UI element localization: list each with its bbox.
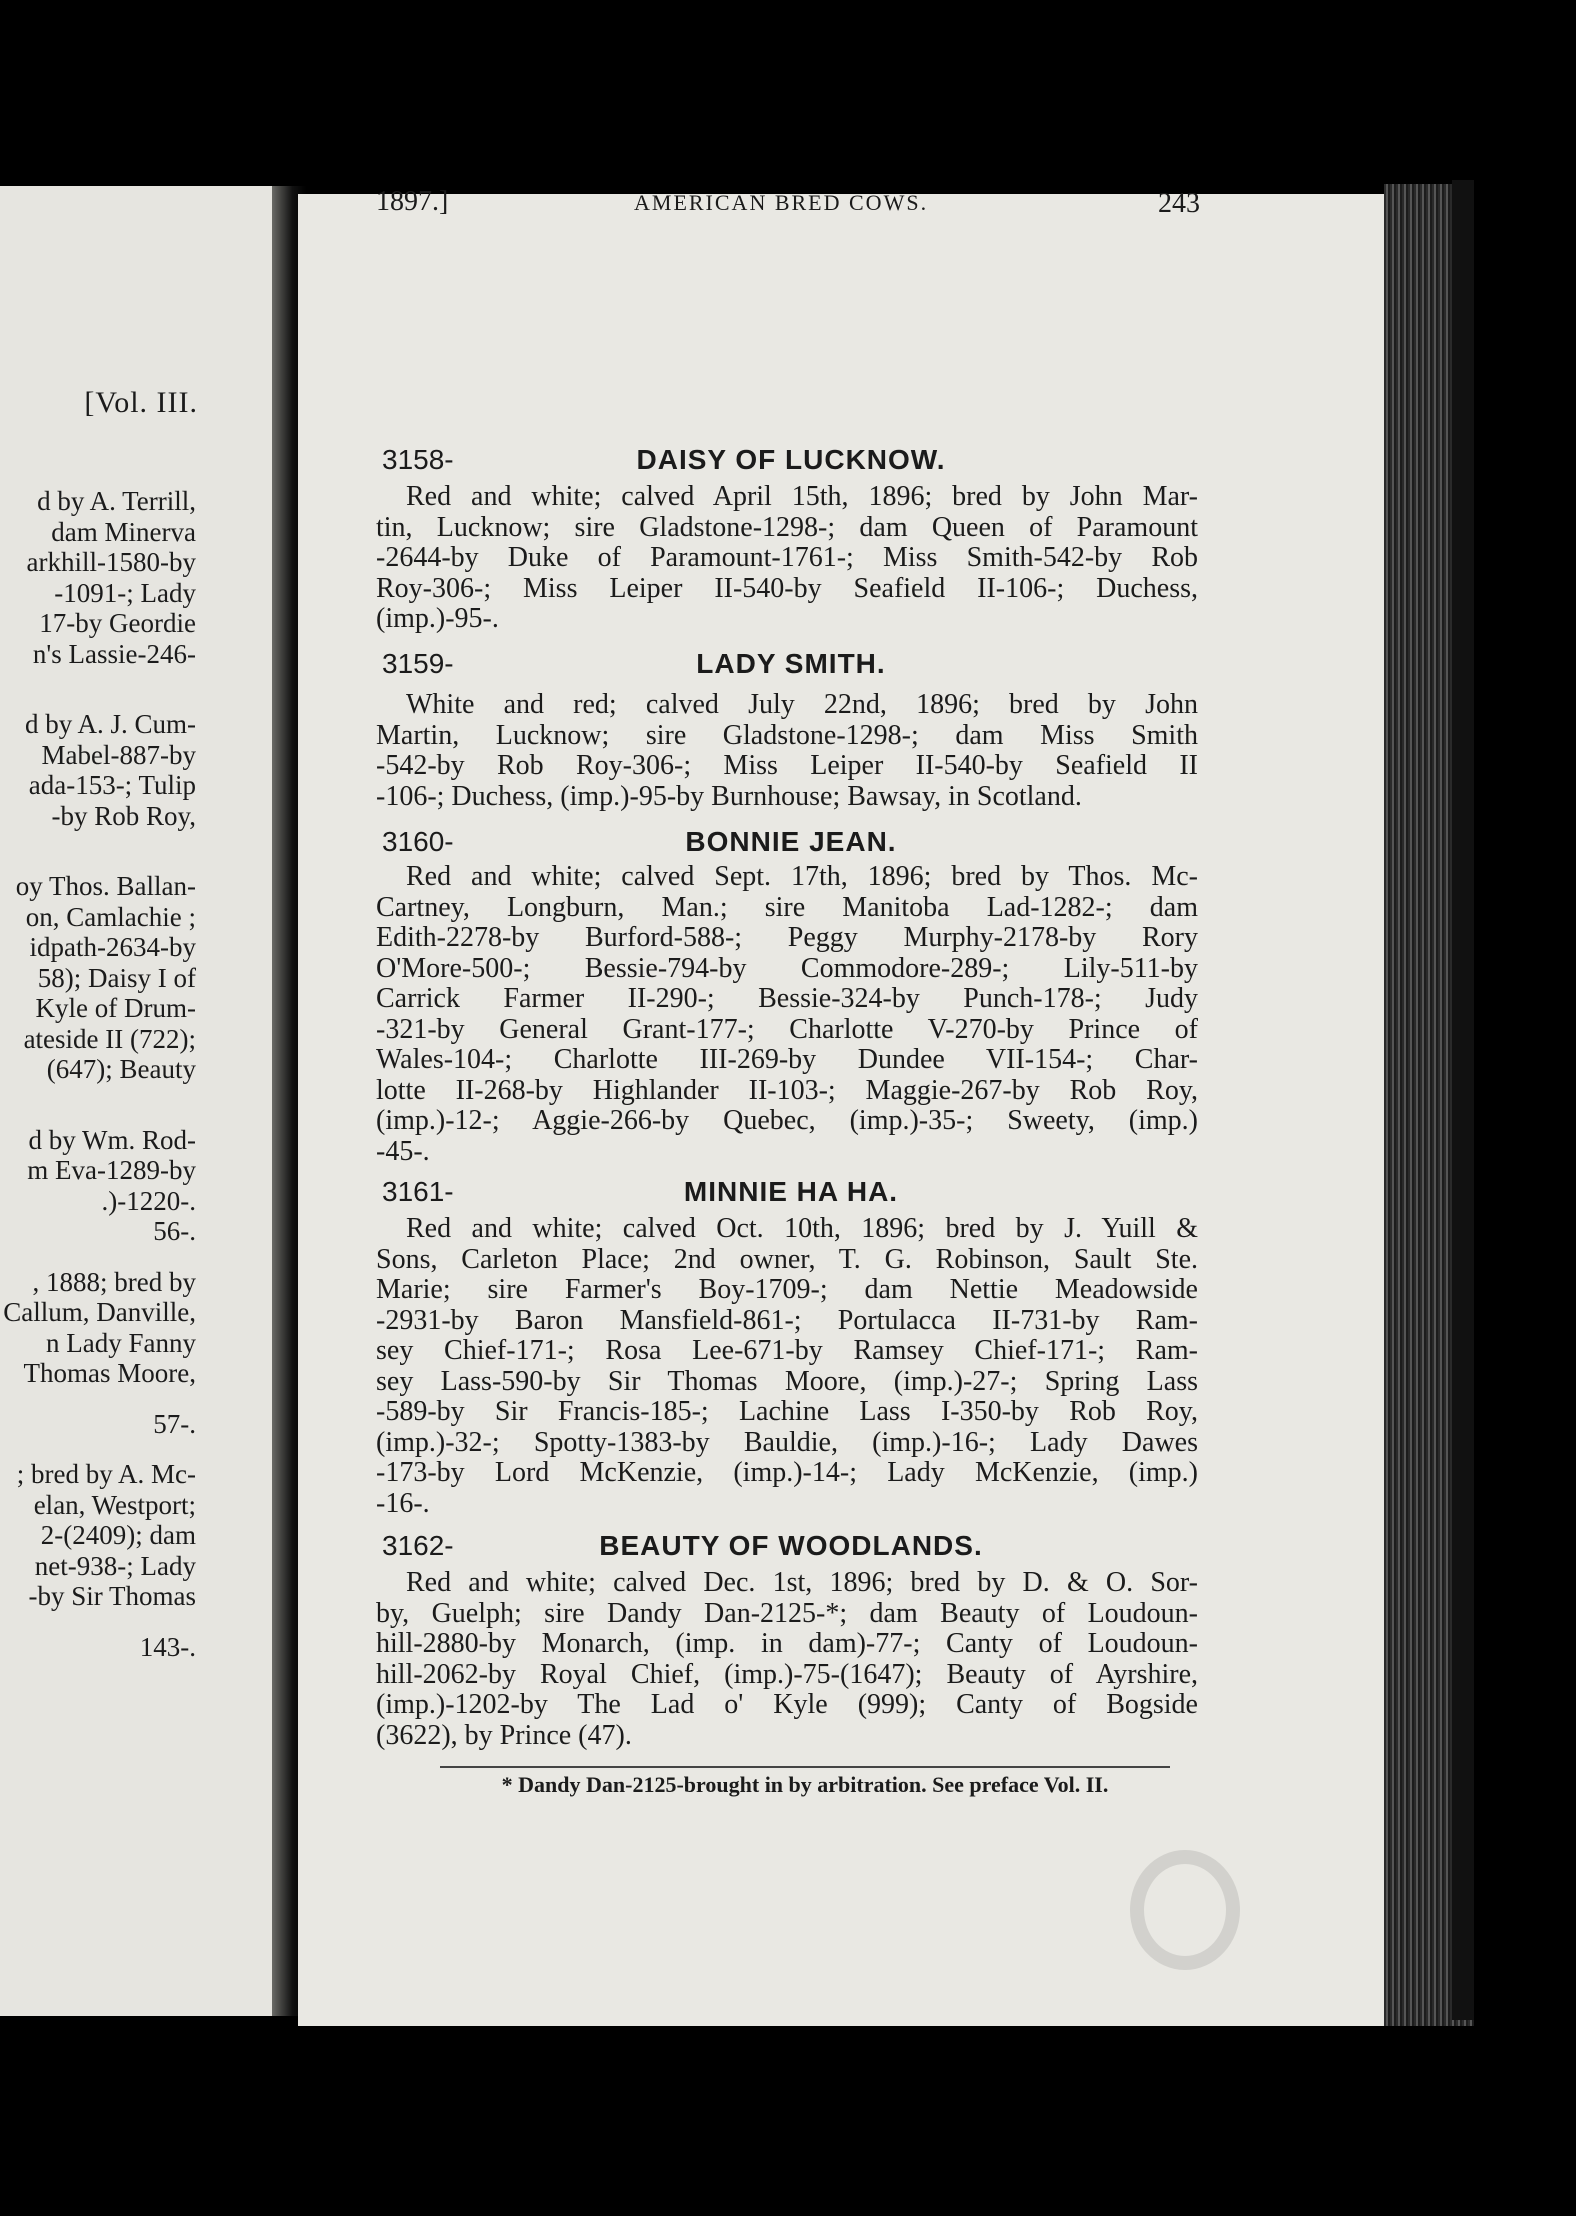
entry-line: -2931-by Baron Mansfield-861-; Portulacca II-731-by Ram- bbox=[376, 1304, 1198, 1336]
entry-line: -106-; Duchess, (imp.)-95-by Burnhouse; Bawsay, in Scotland. bbox=[376, 780, 1082, 812]
left-page-line: Thomas Moore, bbox=[23, 1358, 196, 1388]
left-page-line: 58); Daisy I of bbox=[37, 962, 196, 993]
page-edge-shadow bbox=[1452, 180, 1474, 2020]
entry-line: -45-. bbox=[376, 1135, 430, 1167]
footnote-rule bbox=[440, 1766, 1170, 1768]
entry-line: -589-by Sir Francis-185-; Lachine Lass I-350-by Rob Roy, bbox=[376, 1396, 1198, 1427]
entry-line: (imp.)-12-; Aggie-266-by Quebec, (imp.)-35-; Sweety, (imp.) bbox=[376, 1105, 1198, 1136]
entry-line: Marie; sire Farmer's Boy-1709-; dam Nettie Meadowside bbox=[376, 1274, 1198, 1305]
left-page-line: ada-153-; Tulip bbox=[28, 770, 196, 800]
entry-line: -16-. bbox=[376, 1487, 430, 1519]
entry-line: Red and white; calved April 15th, 1896; bred by John Mar- bbox=[406, 481, 1198, 512]
left-page-line: on, Camlachie ; bbox=[25, 901, 196, 932]
entry-line: Martin, Lucknow; sire Gladstone-1298-; dam Miss Smith bbox=[376, 719, 1198, 751]
left-page-line: n's Lassie-246- bbox=[32, 638, 196, 669]
entry-name: BEAUTY OF WOODLANDS. bbox=[599, 1530, 983, 1561]
entry-line: Red and white; calved Sept. 17th, 1896; bred by Thos. Mc- bbox=[406, 861, 1198, 892]
entry-heading bbox=[376, 1176, 1206, 1216]
left-page-line: -1091-; Lady bbox=[54, 577, 196, 608]
left-page-line: (647); Beauty bbox=[46, 1054, 196, 1084]
entry-line: (imp.)-1202-by The Lad o' Kyle (999); Canty of Bogside bbox=[376, 1689, 1198, 1720]
left-page-line: n Lady Fanny bbox=[46, 1327, 196, 1358]
entry-line: sey Lass-590-by Sir Thomas Moore, (imp.)-27-; Spring Lass bbox=[376, 1365, 1198, 1397]
entry-body bbox=[376, 690, 1198, 812]
entry-line: Red and white; calved Dec. 1st, 1896; bred by D. & O. Sor- bbox=[406, 1567, 1198, 1598]
entry-line: lotte II-268-by Highlander II-103-; Maggie-267-by Rob Roy, bbox=[376, 1074, 1198, 1106]
entry-line: -321-by General Grant-177-; Charlotte V-270-by Prince of bbox=[376, 1013, 1198, 1045]
left-page-line: idpath-2634-by bbox=[29, 932, 196, 962]
entry-line: Cartney, Longburn, Man.; sire Manitoba Lad-1282-; dam bbox=[376, 891, 1198, 923]
entry-body bbox=[376, 1214, 1198, 1519]
footnote: * Dandy Dan-2125-brought in by arbitration. See preface Vol. II. bbox=[501, 1772, 1109, 1797]
entry-number: 3161- bbox=[382, 1176, 454, 1207]
entry-line: Wales-104-; Charlotte III-269-by Dundee VII-154-; Char- bbox=[376, 1044, 1198, 1075]
left-page-line: dam Minerva bbox=[51, 516, 196, 547]
left-page-line: elan, Westport; bbox=[33, 1489, 196, 1520]
entry-number: 3160- bbox=[382, 826, 454, 857]
entry-body bbox=[376, 862, 1198, 1167]
entry-name: BONNIE JEAN. bbox=[685, 826, 897, 857]
left-page-line: 17-by Geordie bbox=[39, 608, 196, 638]
entry-line: (imp.)-95-. bbox=[376, 603, 499, 634]
entry-line: Red and white; calved Oct. 10th, 1896; bred by J. Yuill & bbox=[406, 1213, 1198, 1244]
entry-number: 3162- bbox=[382, 1530, 454, 1561]
left-page-line: 56-. bbox=[153, 1216, 196, 1246]
left-page-line: .)-1220-. bbox=[101, 1185, 196, 1216]
entry-name: MINNIE HA HA. bbox=[683, 1176, 899, 1207]
running-head-title: AMERICAN BRED COWS. bbox=[634, 190, 929, 215]
entry-line: (imp.)-32-; Spotty-1383-by Bauldie, (imp.)-16-; Lady Dawes bbox=[376, 1426, 1198, 1458]
left-page-line: 2-(2409); dam bbox=[40, 1520, 196, 1550]
page-stain bbox=[1130, 1850, 1240, 1970]
left-page-line: d by Wm. Rod- bbox=[28, 1124, 196, 1155]
entry-line: hill-2880-by Monarch, (imp. in dam)-77-; Canty of Loudoun- bbox=[376, 1628, 1198, 1659]
left-page-line: 57-. bbox=[153, 1408, 196, 1439]
left-page-line: , 1888; bred by bbox=[32, 1266, 196, 1297]
entry-line: (3622), by Prince (47). bbox=[376, 1719, 632, 1751]
entry-number: 3158- bbox=[382, 444, 454, 475]
entry-line: Carrick Farmer II-290-; Bessie-324-by Punch-178-; Judy bbox=[376, 983, 1198, 1014]
left-page-line: ateside II (722); bbox=[23, 1023, 196, 1054]
entry-line: -2644-by Duke of Paramount-1761-; Miss Smith-542-by Rob bbox=[376, 542, 1198, 573]
entry-line: -542-by Rob Roy-306-; Miss Leiper II-540-by Seafield II bbox=[376, 750, 1198, 781]
entry-heading bbox=[376, 648, 1206, 688]
left-page-line: Callum, Danville, bbox=[3, 1297, 196, 1327]
left-page-line: m Eva-1289-by bbox=[27, 1155, 196, 1185]
entry-heading bbox=[376, 444, 1206, 484]
entry-body bbox=[376, 1568, 1198, 1751]
running-head bbox=[376, 186, 1206, 226]
left-page-volume-label: [Vol. III. bbox=[84, 386, 198, 419]
left-page-line: -by Sir Thomas bbox=[28, 1581, 196, 1611]
entry-body bbox=[376, 482, 1198, 635]
entry-line: Roy-306-; Miss Leiper II-540-by Seafield II-106-; Duchess, bbox=[376, 572, 1198, 604]
entry-number: 3159- bbox=[382, 648, 454, 679]
entry-heading bbox=[376, 1530, 1206, 1570]
entry-line: White and red; calved July 22nd, 1896; bred by John bbox=[406, 689, 1198, 720]
left-page-line: d by A. J. Cum- bbox=[24, 709, 196, 739]
left-page-line: Mabel-887-by bbox=[41, 739, 196, 770]
left-page-line: 143-. bbox=[139, 1631, 196, 1662]
entry-line: O'More-500-; Bessie-794-by Commodore-289-; Lily-511-by bbox=[376, 952, 1198, 984]
entry-line: sey Chief-171-; Rosa Lee-671-by Ramsey Chief-171-; Ram- bbox=[376, 1335, 1198, 1366]
entry-line: Edith-2278-by Burford-588-; Peggy Murphy-2178-by Rory bbox=[376, 922, 1198, 953]
page-number: 243 bbox=[1158, 188, 1200, 219]
left-page-line: -by Rob Roy, bbox=[51, 800, 196, 831]
entry-line: -173-by Lord McKenzie, (imp.)-14-; Lady McKenzie, (imp.) bbox=[376, 1457, 1198, 1488]
left-page bbox=[0, 186, 272, 2016]
left-page-line: arkhill-1580-by bbox=[26, 547, 196, 577]
left-page-line: net-938-; Lady bbox=[34, 1550, 196, 1581]
entry-heading bbox=[376, 826, 1206, 866]
entry-line: Sons, Carleton Place; 2nd owner, T. G. Robinson, Sault Ste. bbox=[376, 1243, 1198, 1275]
running-head-year: 1897.] bbox=[376, 186, 449, 217]
left-page-line: d by A. Terrill, bbox=[37, 486, 196, 516]
entry-name: LADY SMITH. bbox=[696, 648, 886, 679]
entry-line: by, Guelph; sire Dandy Dan-2125-*; dam Beauty of Loudoun- bbox=[376, 1597, 1198, 1629]
left-page-line: Kyle of Drum- bbox=[35, 993, 196, 1023]
left-page-line: ; bred by A. Mc- bbox=[16, 1459, 196, 1489]
left-page-line: oy Thos. Ballan- bbox=[15, 871, 196, 901]
entry-line: hill-2062-by Royal Chief, (imp.)-75-(1647); Beauty of Ayrshire, bbox=[376, 1658, 1198, 1690]
entry-name: DAISY OF LUCKNOW. bbox=[636, 444, 946, 475]
entry-line: tin, Lucknow; sire Gladstone-1298-; dam Queen of Paramount bbox=[376, 511, 1198, 543]
